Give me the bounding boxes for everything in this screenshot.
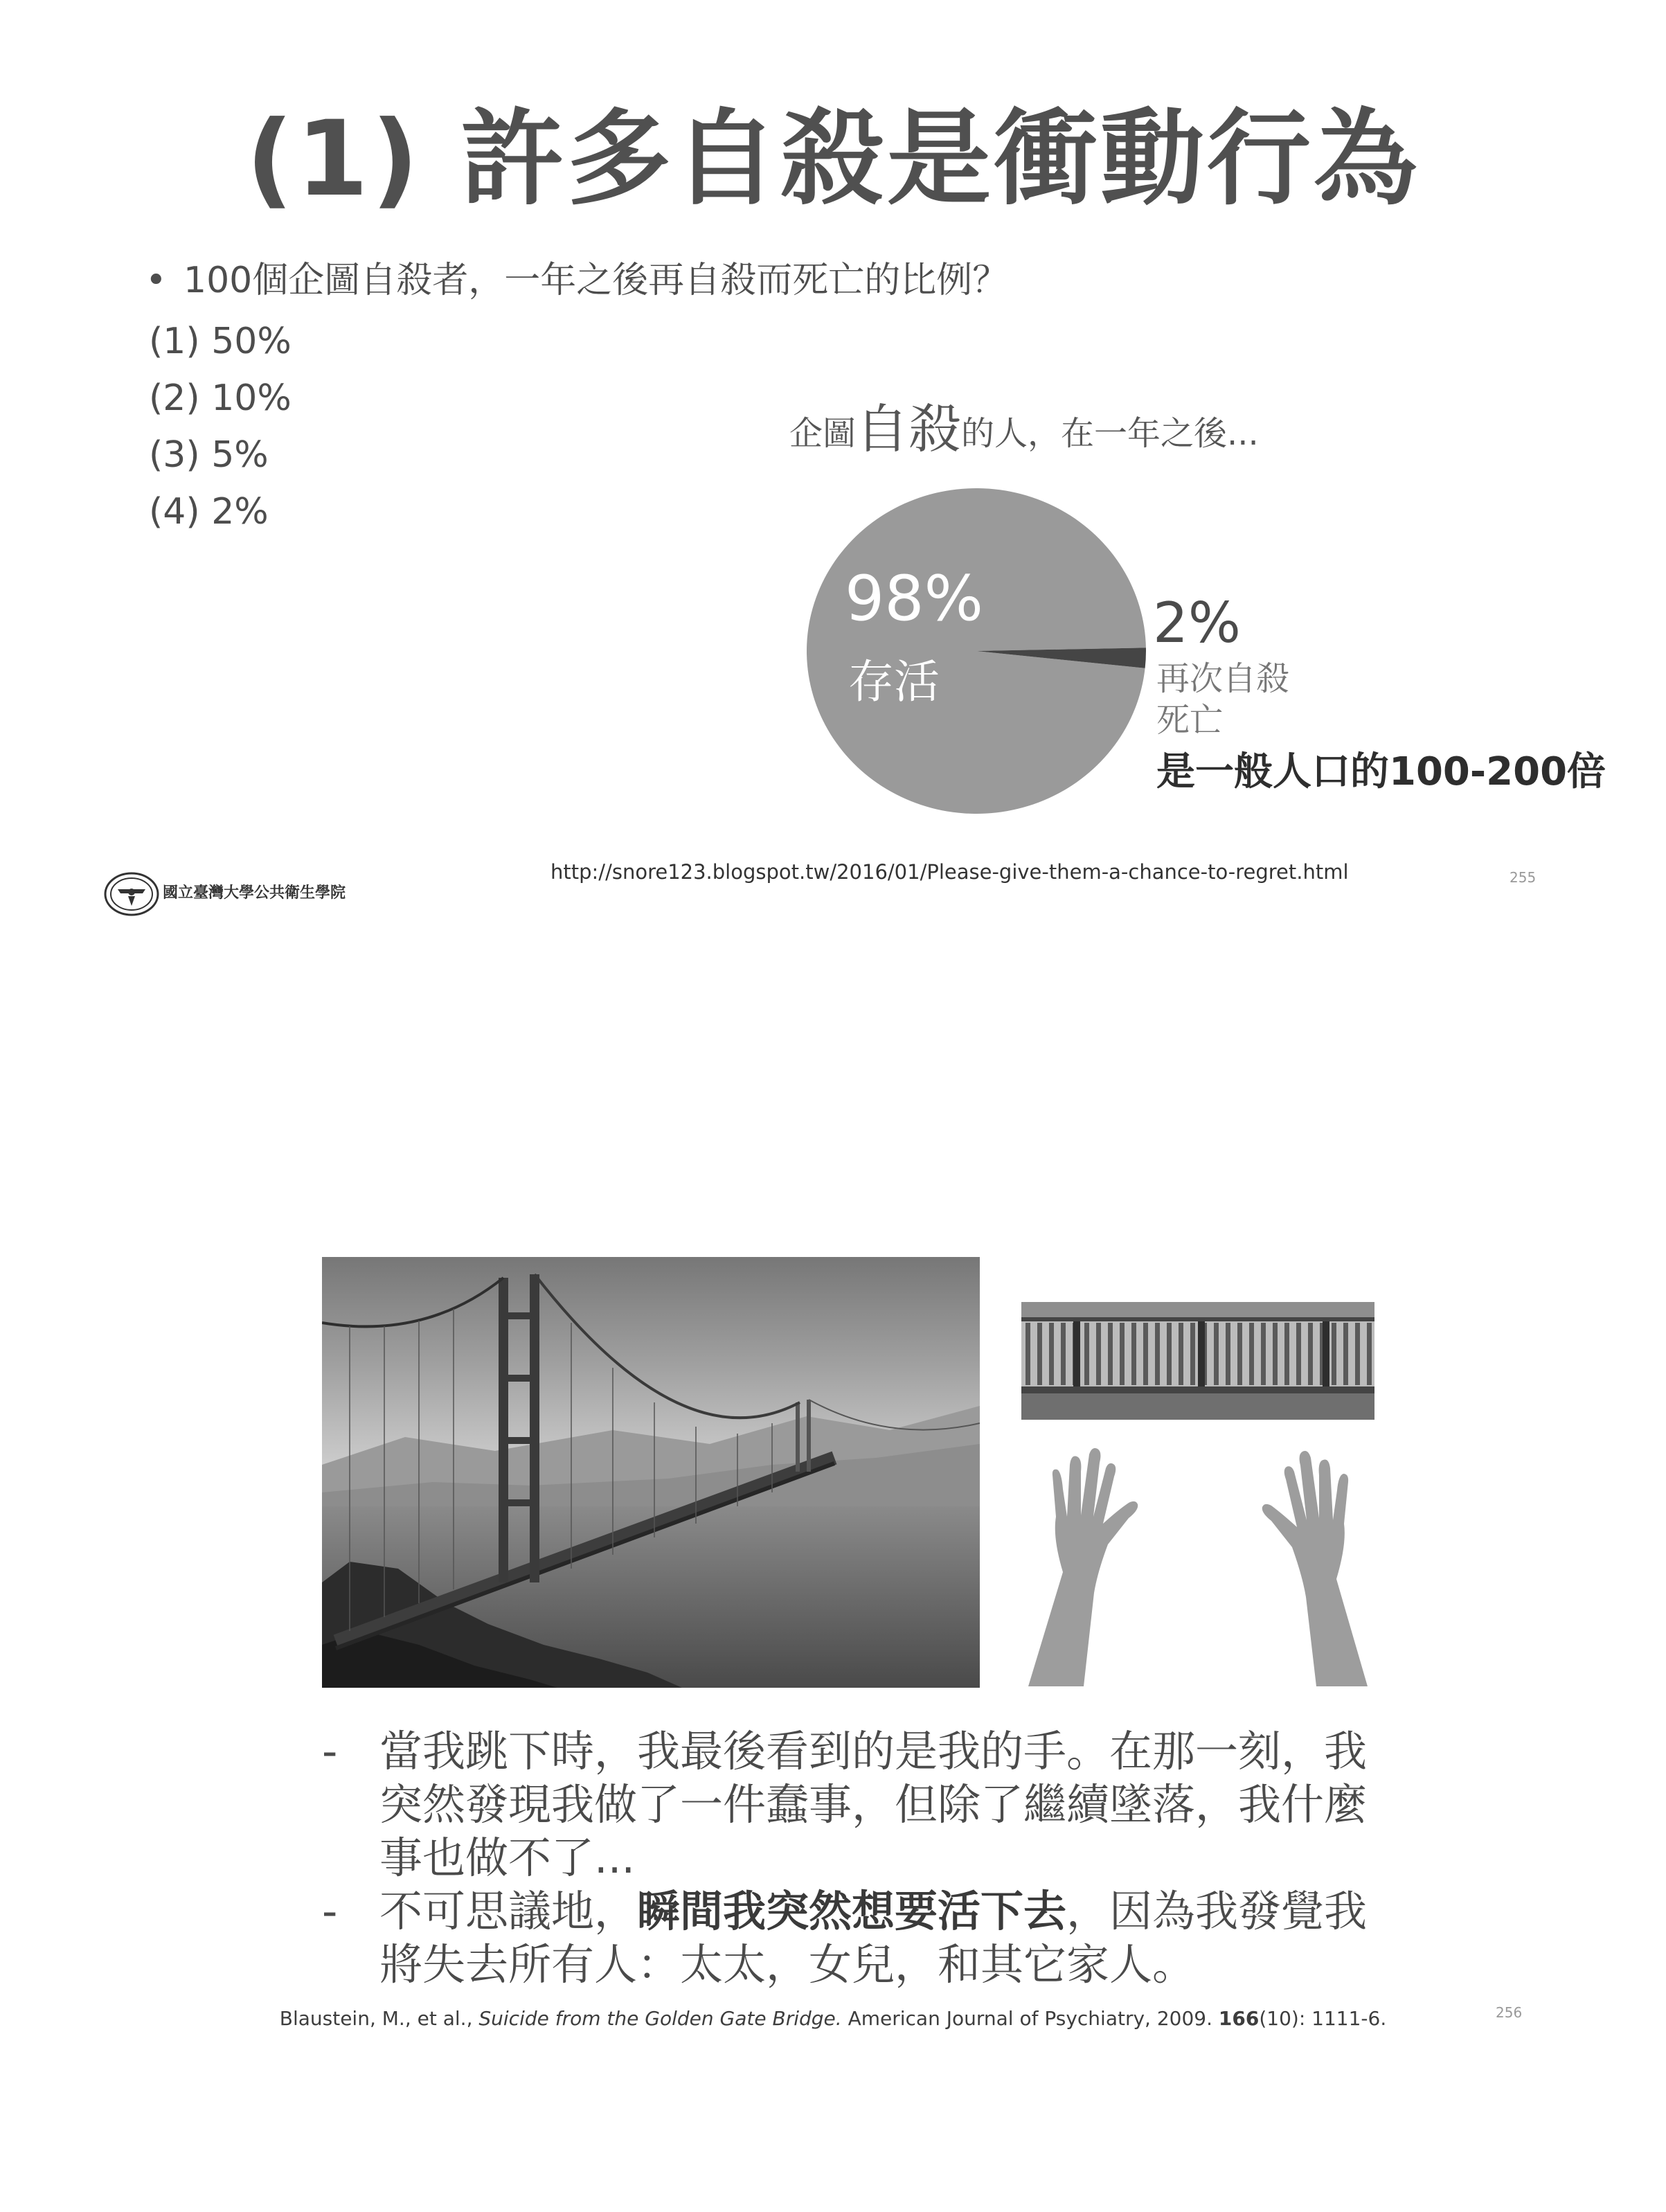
quote-text-post: ，因為我發覺我將失去所有人：太太，女兒，和其它家人。 — [379, 1886, 1368, 1990]
bridge-railing-photo — [1021, 1302, 1374, 1420]
railing-bar — [1167, 1323, 1172, 1385]
railing-bar — [1179, 1323, 1183, 1385]
survived-percent-label: 98% — [845, 562, 984, 635]
railing-bar — [1261, 1323, 1266, 1385]
hands-photo — [1021, 1434, 1374, 1686]
pie-title-post: 的人，在一年之後... — [961, 414, 1259, 453]
citation-journal: American Journal of Psychiatry, 2009. — [841, 2007, 1219, 2030]
railing-bar — [1049, 1323, 1054, 1385]
quote-emphasis: 瞬間我突然想要活下去 — [637, 1886, 1067, 1936]
pie-slices — [807, 488, 1146, 814]
railing-bar — [1226, 1323, 1230, 1385]
railing-bar — [1343, 1323, 1348, 1385]
answer-option: (4) 2% — [149, 491, 269, 533]
dash-bullet: - — [322, 1726, 338, 1776]
railing-bar — [1143, 1323, 1148, 1385]
quote-text — [379, 1884, 1388, 1991]
citation-authors: Blaustein, M., et al., — [279, 2007, 479, 2030]
source-url[interactable]: http://snore123.blogspot.tw/2016/01/Please-give-them-a-chance-to-regret.html — [550, 860, 1349, 884]
quote-text-pre: 不可思議地， — [379, 1886, 638, 1936]
answer-option: (2) 10% — [149, 377, 292, 419]
golden-gate-bridge-photo — [322, 1257, 980, 1688]
dash-bullet: - — [322, 1886, 338, 1936]
pie-title-emphasis: 自殺 — [856, 398, 962, 460]
railing-bar — [1025, 1323, 1030, 1385]
citation-pages: (10): 1111-6. — [1259, 2007, 1387, 2030]
death-percent-label: 2% — [1153, 591, 1241, 655]
quote-item — [322, 1724, 1388, 1884]
railing-bar — [1296, 1323, 1301, 1385]
citation-article: Suicide from the Golden Gate Bridge. — [478, 2007, 842, 2030]
railing-bar — [1155, 1323, 1160, 1385]
railing-bar — [1284, 1323, 1289, 1385]
bullet-icon: • — [145, 260, 167, 301]
railing-bar — [1249, 1323, 1254, 1385]
answer-option: (1) 50% — [149, 321, 292, 362]
railing-bar — [1308, 1323, 1313, 1385]
slide-title: (1) 許多自殺是衝動行為 — [246, 99, 1420, 220]
citation-volume: 166 — [1218, 2007, 1260, 2030]
death-label-line2: 死亡 — [1156, 701, 1224, 740]
comparison-note: 是一般人口的100-200倍 — [1156, 749, 1606, 794]
death-label-line1: 再次自殺 — [1156, 659, 1290, 698]
railing-bar — [1061, 1323, 1066, 1385]
institution-name: 國立臺灣大學公共衛生學院 — [163, 884, 346, 902]
railing-bar — [1355, 1323, 1360, 1385]
page-number: 255 — [1510, 869, 1537, 886]
quote-item — [322, 1884, 1388, 1991]
page-number: 256 — [1496, 2004, 1523, 2021]
railing-bar — [1096, 1323, 1101, 1385]
railing-bar — [1332, 1323, 1336, 1385]
pie-title-pre: 企圖 — [789, 414, 857, 453]
railing-bar — [1214, 1323, 1219, 1385]
survived-label: 存活 — [848, 655, 940, 708]
railing-bar — [1108, 1323, 1113, 1385]
question-text — [145, 256, 1008, 305]
railing-bar — [1273, 1323, 1278, 1385]
pie-chart — [803, 485, 1149, 817]
university-seal-icon — [104, 871, 159, 917]
railing-bar — [1237, 1323, 1242, 1385]
railing-bar — [1190, 1323, 1195, 1385]
question-label: 100個企圖自殺者，一年之後再自殺而死亡的比例？ — [183, 260, 1009, 301]
railing-bar — [1131, 1323, 1136, 1385]
railing-bar — [1120, 1323, 1125, 1385]
railing-bar — [1037, 1323, 1042, 1385]
pie-chart-title — [789, 398, 1259, 461]
answer-option: (3) 5% — [149, 434, 269, 476]
quote-text: 當我跳下時，我最後看到的是我的手。在那一刻，我突然發現我做了一件蠢事，但除了繼續墜落，我什麼事也做不了... — [379, 1726, 1368, 1883]
railing-bar — [1367, 1323, 1372, 1385]
railing-bar — [1084, 1323, 1089, 1385]
citation — [0, 2007, 1666, 2030]
